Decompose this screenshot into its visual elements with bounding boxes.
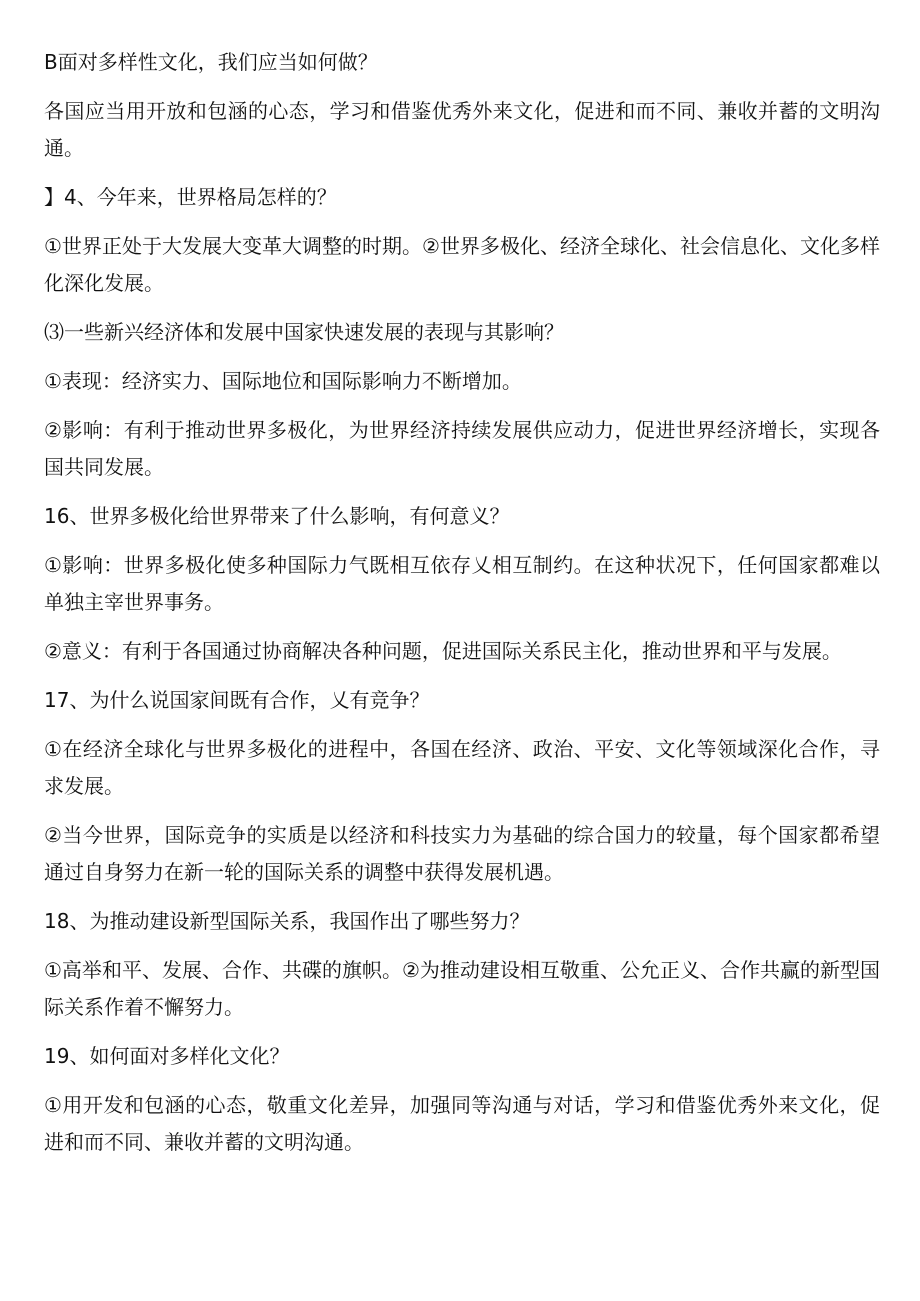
- answer-b-text: 各国应当用开放和包涵的心态，学习和借鉴优秀外来文化，促进和而不同、兼收并蓄的文明沟通。: [44, 99, 880, 160]
- question-4-heading: 】4、今年来，世界格局怎样的？: [44, 185, 337, 209]
- answer-16-point-2: ②意义：有利于各国通过协商解决各种问题，促进国际关系民主化，推动世界和平与发展。: [44, 639, 842, 663]
- question-b-heading: B面对多样性文化，我们应当如何做？: [44, 50, 378, 74]
- answer-19-text: ①用开发和包涵的心态，敬重文化差异，加强同等沟通与对话，学习和借鉴优秀外来文化，促进和而不同、兼收并蓄的文明沟通。: [44, 1093, 880, 1154]
- question-18-heading: 18、为推动建设新型国际关系，我国作出了哪些努力？: [44, 909, 530, 933]
- answer-17-point-1: ①在经济全球化与世界多极化的进程中，各国在经济、政治、平安、文化等领域深化合作，寻求发展。: [44, 737, 880, 798]
- answer-18-text: ①高举和平、发展、合作、共碟的旗帜。②为推动建设相互敬重、公允正义、合作共赢的新型国际关系作着不懈努力。: [44, 958, 880, 1019]
- answer-4-text: ①世界正处于大发展大变革大调整的时期。②世界多极化、经济全球化、社会信息化、文化多样化深化发展。: [44, 234, 880, 295]
- answer-3-point-1: ①表现：经济实力、国际地位和国际影响力不断增加。: [44, 369, 522, 393]
- answer-16-point-1: ①影响：世界多极化使多种国际力气既相互依存乂相互制约。在这种状况下，任何国家都难以单独主宰世界事务。: [44, 553, 880, 614]
- question-3-heading: ⑶一些新兴经济体和发展中国家快速发展的表现与其影响？: [44, 320, 564, 344]
- question-16-heading: 16、世界多极化给世界带来了什么影响，有何意义？: [44, 504, 510, 528]
- answer-17-point-2: ②当今世界，国际竞争的实质是以经济和科技实力为基础的综合国力的较量，每个国家都希望通过自身努力在新一轮的国际关系的调整中获得发展机遇。: [44, 823, 880, 884]
- document-page: [44, 44, 880, 1173]
- answer-3-point-2: ②影响：有利于推动世界多极化，为世界经济持续发展供应动力，促进世界经济增长，实现各国共同发展。: [44, 418, 880, 479]
- question-17-heading: 17、为什么说国家间既有合作，乂有竞争？: [44, 688, 430, 712]
- question-19-heading: 19、如何面对多样化文化？: [44, 1044, 290, 1068]
